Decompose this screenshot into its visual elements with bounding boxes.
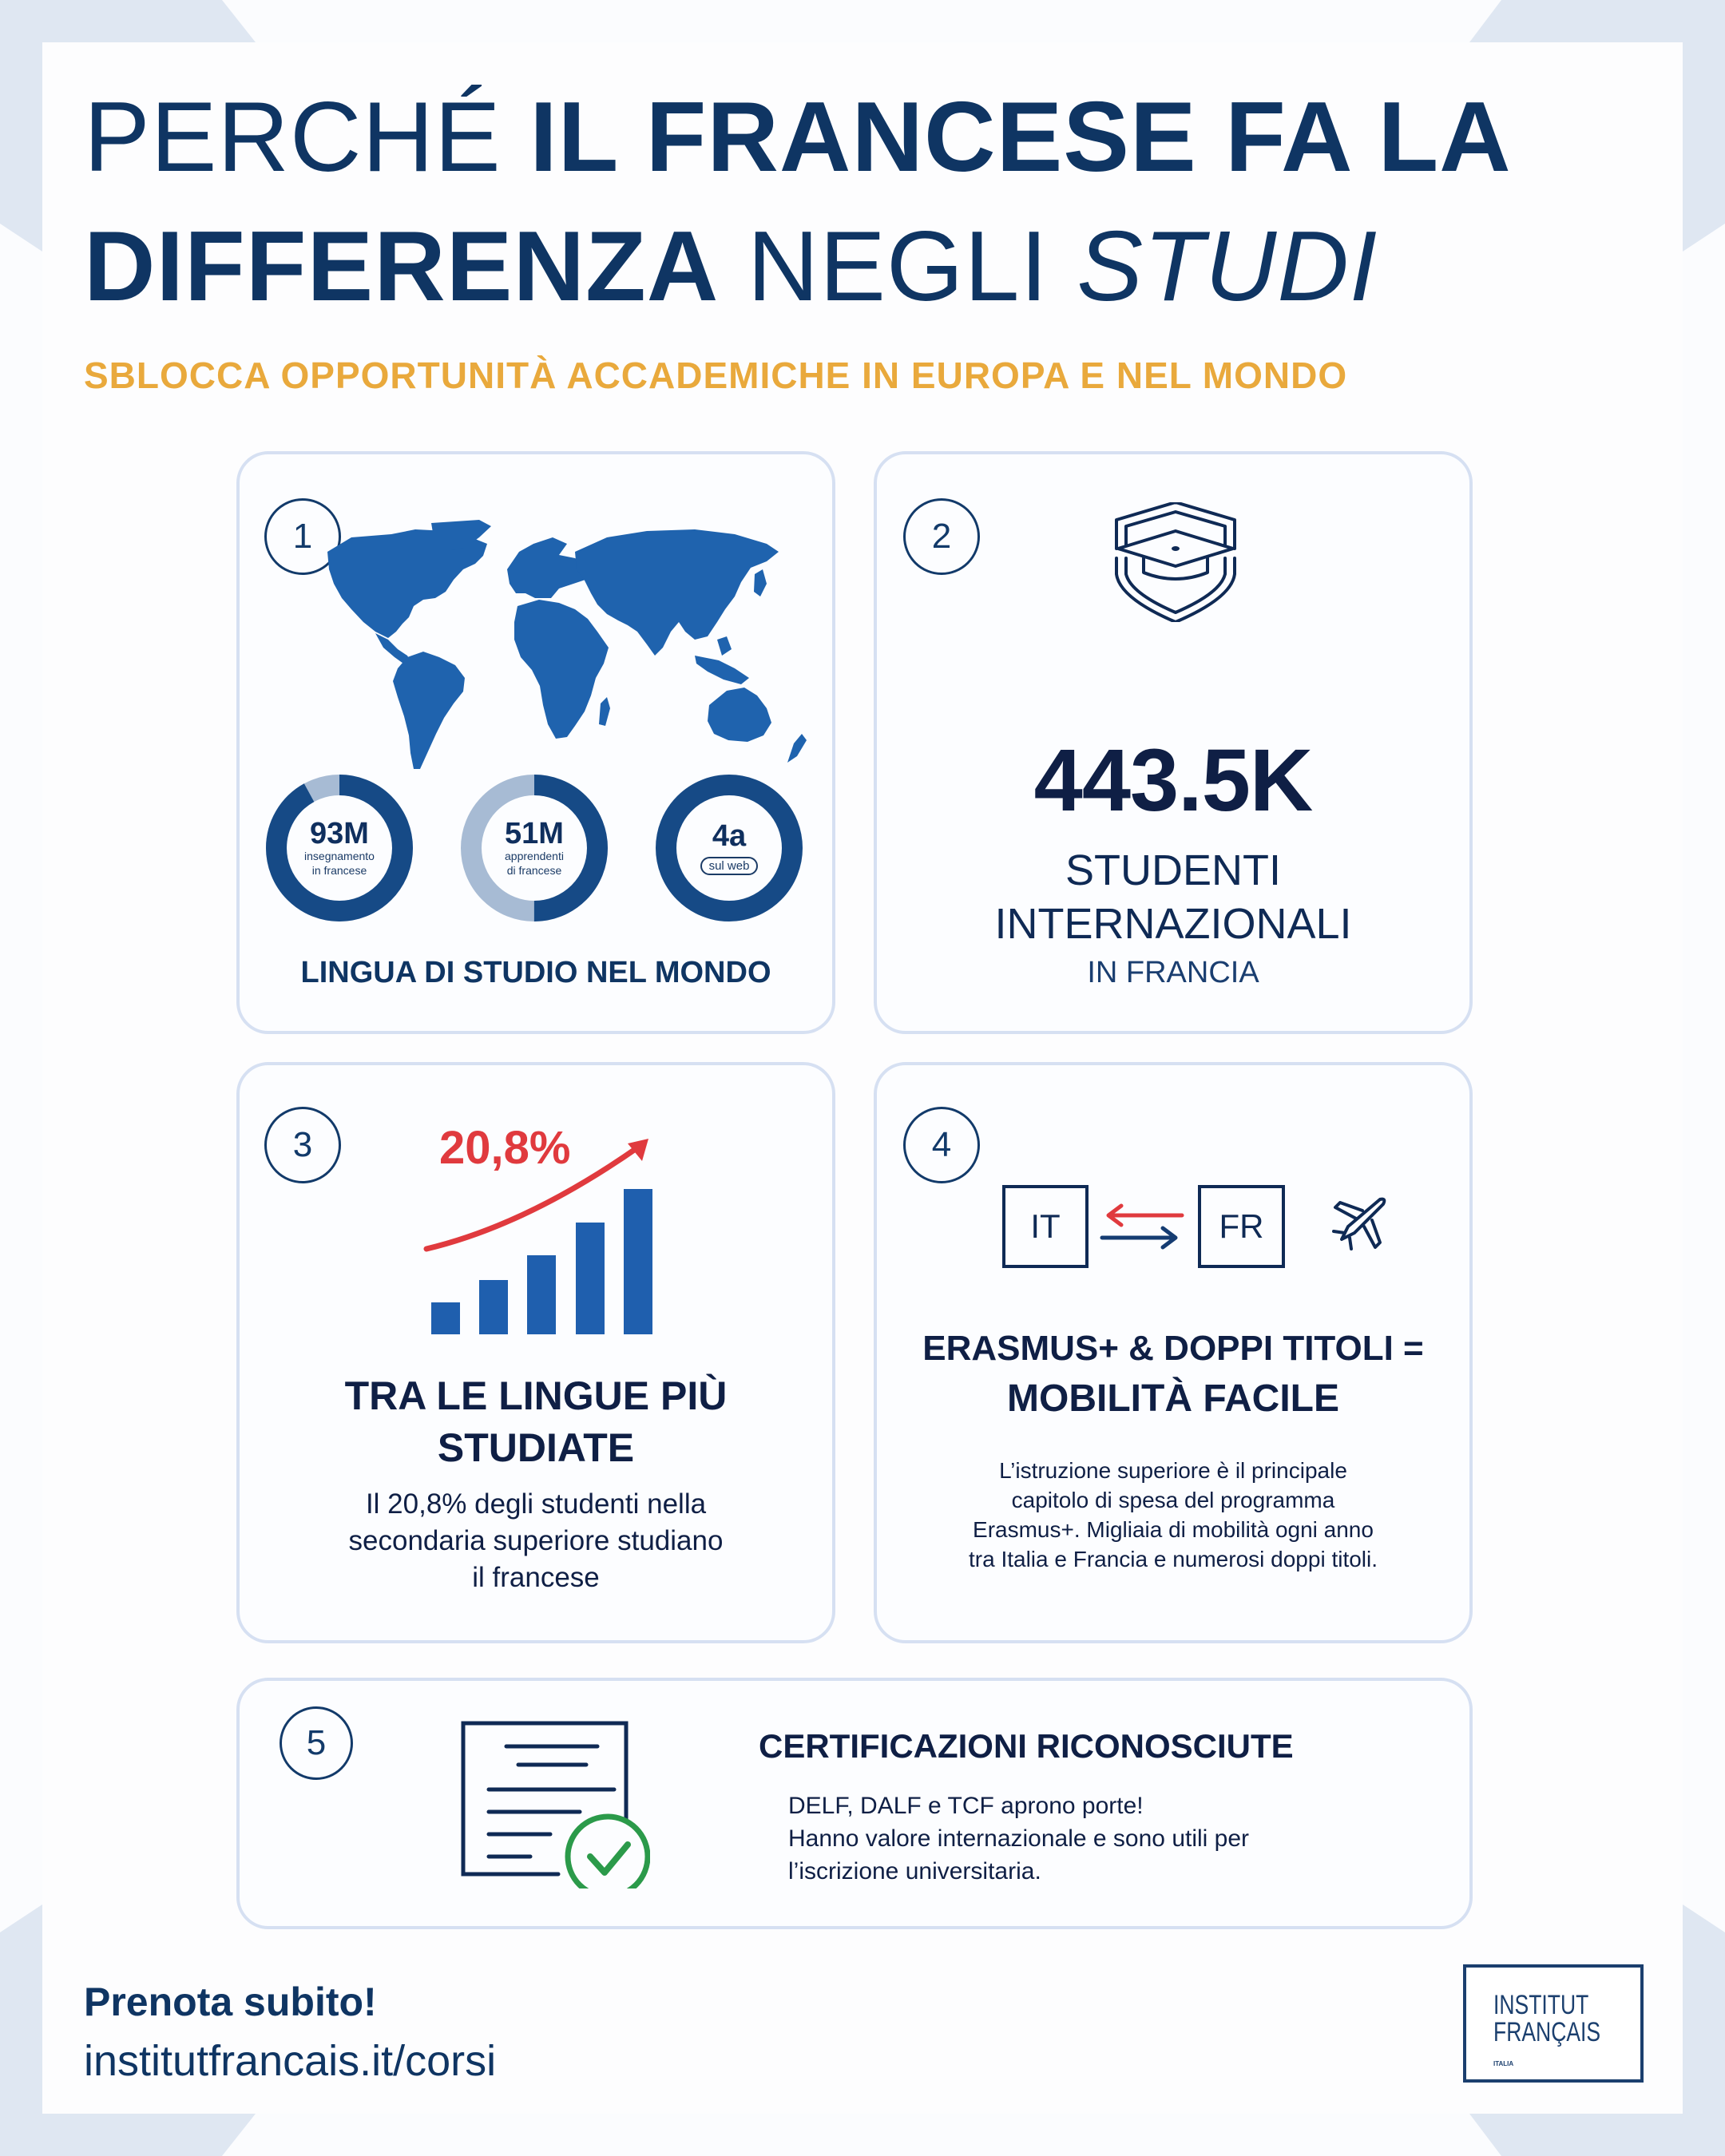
stat-value: 51M (505, 816, 564, 850)
stat-value: 93M (310, 816, 369, 850)
stat-donut-learners (460, 774, 609, 922)
stat-label: insegnamento (304, 850, 375, 863)
title-bold-text: IL FRANCESE FA LA (529, 82, 1512, 192)
stat-donut-teaching (265, 774, 414, 922)
stat-big-value: 443.5K (1033, 731, 1313, 830)
card-body-line: DELF, DALF e TCF aprono porte! (788, 1793, 1144, 1819)
institut-francais-logo (1463, 1964, 1644, 2083)
cta-text: Prenota subito! (84, 1980, 377, 2024)
courses-link[interactable]: institutfrancais.it/corsi (84, 2037, 497, 2085)
card-title-line-2: STUDIATE (437, 1425, 635, 1470)
card-caption: LINGUA DI STUDIO NEL MONDO (300, 956, 771, 989)
card-number-badge: 2 (903, 498, 980, 575)
exchange-arrows-icon (1099, 1203, 1187, 1250)
stat-value: 4a (712, 818, 747, 853)
airplane-icon (1330, 1195, 1388, 1252)
card-number-badge: 3 (264, 1107, 341, 1183)
card-title-line-1: TRA LE LINGUE PIÙ (344, 1373, 728, 1418)
card-body-line: tra Italia e Francia e numerosi doppi titoli. (968, 1547, 1378, 1571)
logo-text-line-2: FRANÇAIS (1493, 2017, 1601, 2047)
stat-line-1: STUDENTI (1065, 846, 1281, 894)
page-title-line-2 (84, 212, 1378, 322)
card-body-line: Hanno valore internazionale e sono utili per (788, 1825, 1250, 1852)
chart-bar (527, 1255, 556, 1334)
card-title-line-1: ERASMUS+ & DOPPI TITOLI = (922, 1329, 1424, 1368)
card-international-students (874, 451, 1473, 1034)
stat-line-3: IN FRANCIA (1087, 956, 1259, 989)
card-number-badge: 4 (903, 1107, 980, 1183)
card-body-line: L’istruzione superiore è il principale (999, 1458, 1347, 1483)
page-title-line-1 (84, 82, 1512, 192)
title-bold-text: DIFFERENZA (84, 212, 720, 322)
graduation-shield-icon (1112, 502, 1239, 622)
card-number-badge: 5 (280, 1706, 353, 1780)
country-box-italy: IT (1002, 1185, 1089, 1268)
card-body-line: capitolo di spesa del programma (1011, 1488, 1335, 1512)
chart-bar (479, 1280, 508, 1334)
card-body-line: l’iscrizione universitaria. (788, 1858, 1041, 1885)
card-body-line: secondaria superiore studiano (348, 1525, 724, 1556)
stat-label: apprendenti (505, 850, 564, 863)
page-subtitle: SBLOCCA OPPORTUNITÀ ACCADEMICHE IN EUROPA E NEL MONDO (84, 355, 1348, 396)
stat-line-2: INTERNAZIONALI (994, 900, 1352, 948)
title-italic-text: STUDI (1077, 212, 1378, 322)
stat-label: di francese (506, 863, 562, 877)
stat-label: in francese (311, 863, 367, 877)
certificate-check-icon (458, 1717, 650, 1888)
card-certifications (236, 1678, 1473, 1929)
country-box-france: FR (1198, 1185, 1285, 1268)
card-title-line-2: MOBILITÀ FACILE (1007, 1377, 1339, 1420)
card-most-studied (236, 1062, 835, 1643)
stat-pill: sul web (700, 857, 759, 875)
card-number-badge: 1 (264, 498, 341, 575)
card-body-line: Erasmus+. Migliaia di mobilità ogni anno (973, 1517, 1374, 1542)
highlight-percentage: 20,8% (439, 1122, 571, 1174)
chart-bar (431, 1302, 460, 1334)
logo-text-line-3: ITALIA (1493, 2060, 1514, 2067)
card-study-language (236, 451, 835, 1034)
title-light-text: PERCHÉ (84, 82, 530, 192)
stat-donut-web-rank (655, 774, 803, 922)
card-erasmus-mobility (874, 1062, 1473, 1643)
card-title: CERTIFICAZIONI RICONOSCIUTE (759, 1727, 1294, 1765)
card-body-line: il francese (472, 1562, 600, 1593)
title-light-text: NEGLI (719, 212, 1077, 322)
card-body-line: Il 20,8% degli studenti nella (365, 1488, 707, 1520)
trend-arrow-icon (415, 1129, 671, 1257)
logo-text-line-1: INSTITUT (1493, 1990, 1589, 2020)
world-map-icon (319, 520, 823, 771)
